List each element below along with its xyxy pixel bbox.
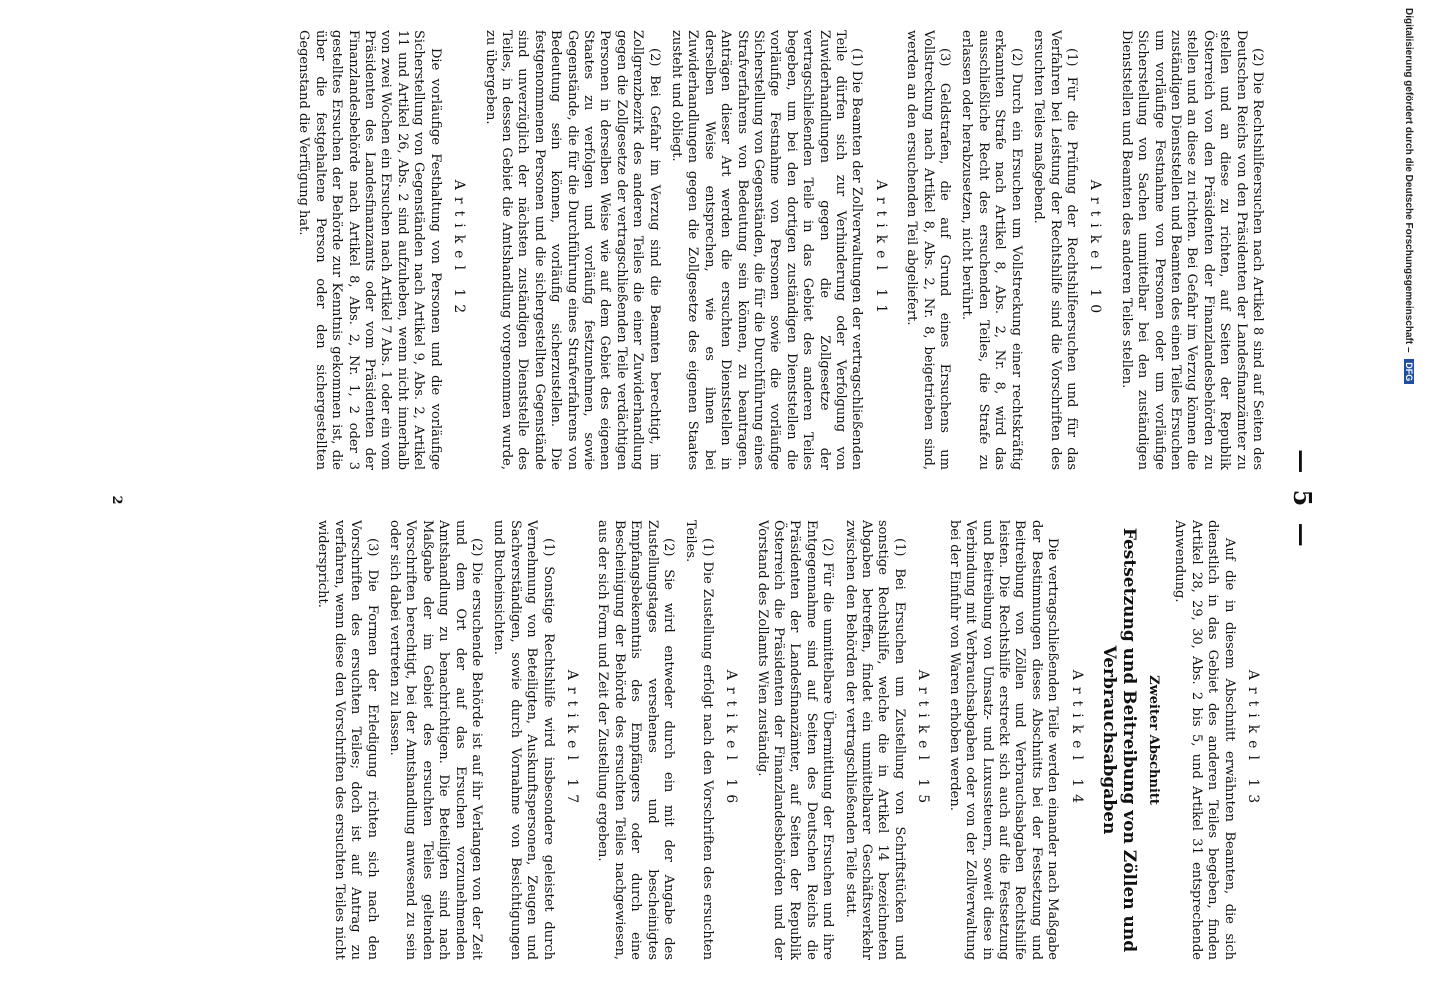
article-11-heading: Artikel 11 [872, 179, 889, 321]
rotated-document-page [95, 0, 1335, 1000]
article-14-paragraph-1: Die vertragschließenden Teile werden einander nach Maßgabe der Bestimmungen dieses Abschnitts bei der Festsetzung und Beitreibung von Zöllen und Verbrauchsabgaben Rechtshilfe leisten. Die Rechtshilfe erstreckt sich auch auf die Festsetzung und Beitreibung von Umsatz- und Luxussteuern, soweit diese in Verbindung mit Verbrauchsabgaben oder von der Zollverwaltung bei der Einfuhr von Waren erhoben werden. [946, 520, 1061, 960]
article-17-paragraph-1: (1) Sonstige Rechtshilfe wird insbesondere geleistet durch Vernehmung von Beteiligten, Auskunftspersonen, Zeugen und Sachverständigen, sowie durch Vornahme von Besichtigungen und Bucheinsichten. [491, 520, 556, 960]
article-12-heading: Artikel 12 [451, 179, 468, 321]
dfg-logo-badge: DFG [1404, 359, 1414, 384]
article-17-paragraph-3: (3) Die Formen der Erledigung richten sich nach den Vorschriften des ersuchten Teiles; doch ist auf Antrag zu verfahren, wenn diese den Vorschriften des ersuchten Teiles nicht widerspricht. [315, 520, 380, 960]
article-17-paragraph-2: (2) Die ersuchende Behörde ist auf ihr Verlangen von der Zeit und dem Ort der auf das Ersuchen vorzunehmenden Amtshandlung zu benachrichtigen. Die Beteiligten sind nach Maßgabe der im Gebiet des ersuchten Teiles geltenden Vorschriften berechtigt, bei der Amtshandlung anwesend zu sein oder sich dabei vertreten zu lassen. [386, 520, 484, 960]
article-11-paragraph-1: (1) Die Beamten der Zollverwaltungen der vertragschließenden Teile dürfen sich zur Verhinderung oder Verfolgung von Zuwiderhandlungen gegen die Zollgesetze der vertragschließenden Teile in das Gebiet des anderen Teiles begeben, um bei den dortigen zuständigen Dienststellen die vorläufige Festnahme von Personen sowie die vorläufige Sicherstellung von Gegenständen, die für die Durchführung eines Strafverfahrens von Bedeutung sein können, zu beantragen. Anträgen dieser Art werden die ersuchten Dienststellen in derselben Weise entsprechen, wie es ihnen bei Zuwiderhandlungen gegen die Zollgesetze des eigenen Staates zusteht und obliegt. [669, 30, 865, 470]
article-13-paragraph-1: Auf die in diesem Abschnitt erwähnten Beamten, die sich dienstlich in das Gebiet des anderen Teiles begeben, finden Artikel 28, 29, 30, Abs. 2 bis 5, und Artikel 31 entsprechende Anwendung. [1172, 520, 1237, 960]
left-column [135, 30, 1265, 470]
article-16-paragraph-2: (2) Sie wird entweder durch ein mit der Angabe des Zustellungstages versehenes und bescheinigtes Empfangsbekenntnis des Empfängers oder durch eine Bescheinigung der Behörde des ersuchten Teiles nachgewiesen, aus der sich Form und Zeit der Zustellung ergeben. [595, 520, 677, 960]
article-12-paragraph-1: Die vorläufige Festhaltung von Personen und die vorläufige Sicherstellung von Gegenständen nach Artikel 9, Abs. 2, Artikel 11 und Artikel 26, Abs. 2 sind aufzuheben, wenn nicht innerhalb von zwei Wochen ein Ersuchen nach Artikel 7 Abs. 1 oder ein vom Präsidenten des Landesfinanzamts oder vom Präsidenten der Finanzlandesbehörde nach Artikel 8, Abs. 2, Nr. 1, 2 oder 3 gestelltes Ersuchen der Behörde zur Kenntnis gekommen ist, die über die festgehaltene Person oder den sichergestellten Gegenstand die Verfügung hat. [296, 30, 443, 470]
article-10-paragraph-3: (3) Geldstrafen, die auf Grund eines Ersuchens um Vollstreckung nach Artikel 8, Abs. 2, Nr. 8, beigetrieben sind, werden an den ersuchenden Teil abgeliefert. [904, 30, 953, 470]
article-17-heading: Artikel 17 [564, 669, 580, 811]
article-10-heading: Artikel 10 [1087, 179, 1104, 321]
section-title: Festsetzung und Beitreibung von Zöllen und Verbrauchsabgaben [1098, 527, 1139, 953]
digitization-credit [1398, 8, 1414, 1008]
page-header: — 5 — [1288, 449, 1317, 551]
article-11-paragraph-2: (2) Bei Gefahr im Verzug sind die Beamten berechtigt, im Zollgrenzbezirk des anderen Teiles die einer Zuwiderhandlung gegen die Zollgesetze der vertragschließenden Teile verdächtigen Personen in derselben Weise wie auf dem Gebiet des eigenen Staates zu verfolgen und vorläufig festzunehmen, sowie Gegenstände, die für die Durchführung eines Strafverfahrens von Bedeutung sein können, vorläufig sicherzustellen. Die festgenommenen Personen und die sichergestellten Gegenstände sind unverzüglich der nächsten zuständigen Dienststelle des Teiles, in dessen Gebiet die Amtshandlung vorgenommen wurde, zu übergeben. [482, 30, 662, 470]
article-15-heading: Artikel 15 [915, 669, 932, 811]
section-label: Zweiter Abschnitt [1145, 675, 1161, 805]
right-column [135, 520, 1265, 960]
article-15-paragraph-2: (2) Für die unmittelbare Übermittlung der Ersuchen und ihre Entgegennahme sind auf Seiten des Deutschen Reichs die Präsidenten der Landesfinanzämter, auf Seiten der Republik Österreich die Präsidenten der Finanzlandesbehörden und der Vorstand des Zollamts Wien zuständig. [754, 520, 836, 960]
page-number: 2 [109, 495, 124, 505]
article-15-paragraph-1: (1) Bei Ersuchen um Zustellung von Schriftstücken und sonstige Rechtshilfe, welche die in Artikel 14 bezeichneten Abgaben betreffen, findet ein unmittelbarer Geschäftsverkehr zwischen den Behörden der vertragschließenden Teile statt. [842, 520, 907, 960]
digitization-credit-text: Digitalisierung gefördert durch die Deutsche Forschungsgemeinschaft – [1403, 8, 1414, 353]
article-14-heading: Artikel 14 [1068, 669, 1085, 811]
article-16-heading: Artikel 16 [723, 669, 740, 811]
article-16-paragraph-1: (1) Die Zustellung erfolgt nach den Vorschriften des ersuchten Teiles. [683, 520, 715, 960]
intro-paragraph: (2) Die Rechtshilfeersuchen nach Artikel 8 sind auf Seiten des Deutschen Reichs von den Präsidenten der Landesfinanzämter zu stellen und an diese zu richten, auf Seiten der Republik Österreich von den Präsidenten der Finanzlandesbehörden zu stellen und an diese zu richten. Bei Gefahr im Verzug können die zuständigen Dienststellen und Beamten des einen Teiles Ersuchen um vorläufige Festnahme von Personen oder um vorläufige Sicherstellung von Sachen unmittelbar bei den zuständigen Dienststellen und Beamten des anderen Teiles stellen. [1118, 30, 1265, 470]
article-13-heading: Artikel 13 [1245, 669, 1261, 811]
article-10-paragraph-2: (2) Durch ein Ersuchen um Vollstreckung einer rechtskräftig erkannten Strafe nach Artikel 8, Abs. 2, Nr. 8, wird das ausschließliche Recht des ersuchenden Teiles, die Strafe zu erlassen oder herabzusetzen, nicht berührt. [959, 30, 1024, 470]
article-10-paragraph-1: (1) Für die Prüfung der Rechtshilfeersuchen und für das Verfahren bei Leistung der Rechtshilfe sind die Vorschriften des ersuchten Teiles maßgebend. [1031, 30, 1079, 470]
